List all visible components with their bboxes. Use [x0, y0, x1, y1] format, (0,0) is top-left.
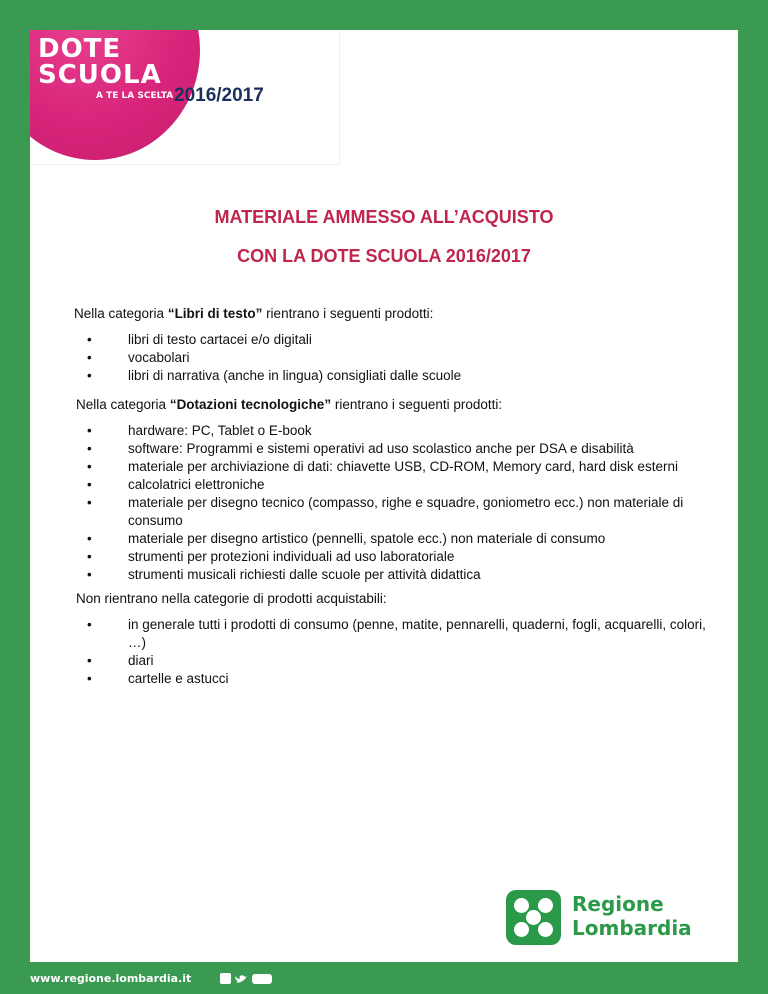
bullet-icon: • — [87, 549, 92, 564]
bullet-icon: • — [87, 423, 92, 438]
list-item-text: materiale per disegno artistico (pennelli, spatole ecc.) non materiale di consumo — [128, 531, 606, 546]
bullet-icon: • — [87, 567, 92, 582]
section2-prefix: Nella categoria — [76, 397, 170, 412]
list-item-text: libri di narrativa (anche in lingua) consigliati dalle scuole — [128, 368, 462, 383]
title-line1: MATERIALE AMMESSO ALL’ACQUISTO — [214, 207, 554, 227]
title-line2: CON LA DOTE SCUOLA 2016/2017 — [237, 246, 531, 266]
regione-lombardia-logo — [506, 888, 718, 948]
list-item — [87, 616, 718, 652]
list-item-text: libri di testo cartacei e/o digitali — [128, 332, 312, 347]
bullet-icon: • — [87, 531, 92, 546]
section1-category: “Libri di testo” — [167, 306, 263, 321]
bullet-icon: • — [87, 495, 92, 510]
logo-year: 2016/2017 — [174, 85, 264, 106]
list-item-text: vocabolari — [128, 350, 190, 365]
list-item — [87, 422, 718, 440]
lombardia-rose-icon — [506, 890, 561, 945]
list-item-text: strumenti per protezioni individuali ad uso laboratoriale — [128, 549, 455, 564]
brand-line2: Lombardia — [572, 916, 692, 940]
list-item — [87, 476, 718, 494]
list-item — [87, 331, 718, 349]
list-item — [87, 566, 718, 584]
list-item-text: materiale per archiviazione di dati: chiavette USB, CD-ROM, Memory card, hard disk esterni — [128, 459, 678, 474]
section3-list — [87, 616, 718, 688]
list-item-text: cartelle e astucci — [128, 671, 229, 686]
dote-scuola-logo — [30, 30, 340, 165]
list-item — [87, 652, 718, 670]
document-page — [30, 30, 738, 962]
list-item — [87, 367, 718, 385]
bullet-icon: • — [87, 459, 92, 474]
footer-url-link[interactable]: www.regione.lombardia.it — [30, 972, 192, 985]
section2-intro — [76, 397, 502, 412]
youtube-icon — [252, 974, 272, 984]
section2-suffix: rientrano i seguenti prodotti: — [331, 397, 503, 412]
facebook-icon — [220, 973, 231, 984]
logo-tagline: A TE LA SCELTA — [96, 91, 174, 101]
section1-prefix: Nella categoria — [74, 306, 168, 321]
logo-frame — [30, 30, 340, 165]
list-item — [87, 458, 718, 476]
twitter-icon — [235, 975, 247, 982]
list-item-text: hardware: PC, Tablet o E-book — [128, 423, 312, 438]
list-item — [87, 670, 718, 688]
social-icons — [220, 972, 280, 986]
logo-line1: DOTE — [38, 34, 122, 64]
section1-intro — [74, 306, 433, 321]
list-item-text: software: Programmi e sistemi operativi ad uso scolastico anche per DSA e disabilità — [128, 441, 634, 456]
bullet-icon: • — [87, 441, 92, 456]
list-item-text: calcolatrici elettroniche — [128, 477, 265, 492]
list-item-text: diari — [128, 653, 154, 668]
list-item — [87, 349, 718, 367]
section2-list — [87, 422, 718, 584]
bullet-icon: • — [87, 332, 92, 347]
list-item-text: in generale tutti i prodotti di consumo (penne, matite, pennarelli, quaderni, fogli, acquarelli, colori, …) — [128, 617, 706, 650]
bullet-icon: • — [87, 671, 92, 686]
list-item — [87, 548, 718, 566]
logo-line2: SCUOLA — [38, 60, 162, 90]
list-item-text: strumenti musicali richiesti dalle scuole per attività didattica — [128, 567, 481, 582]
bullet-icon: • — [87, 350, 92, 365]
section1-suffix: rientrano i seguenti prodotti: — [262, 306, 434, 321]
section1-list — [87, 331, 718, 385]
list-item — [87, 494, 718, 530]
bullet-icon: • — [87, 477, 92, 492]
list-item-text: materiale per disegno tecnico (compasso, righe e squadre, goniometro ecc.) non materiale di consumo — [128, 495, 684, 528]
list-item — [87, 440, 718, 458]
bullet-icon: • — [87, 617, 92, 632]
brand-line1: Regione — [572, 892, 664, 916]
lombardia-wordmark — [572, 892, 692, 940]
section2-category: “Dotazioni tecnologiche” — [169, 397, 332, 412]
section3-intro: Non rientrano nella categorie di prodotti acquistabili: — [76, 591, 387, 606]
list-item — [87, 530, 718, 548]
bullet-icon: • — [87, 368, 92, 383]
bullet-icon: • — [87, 653, 92, 668]
